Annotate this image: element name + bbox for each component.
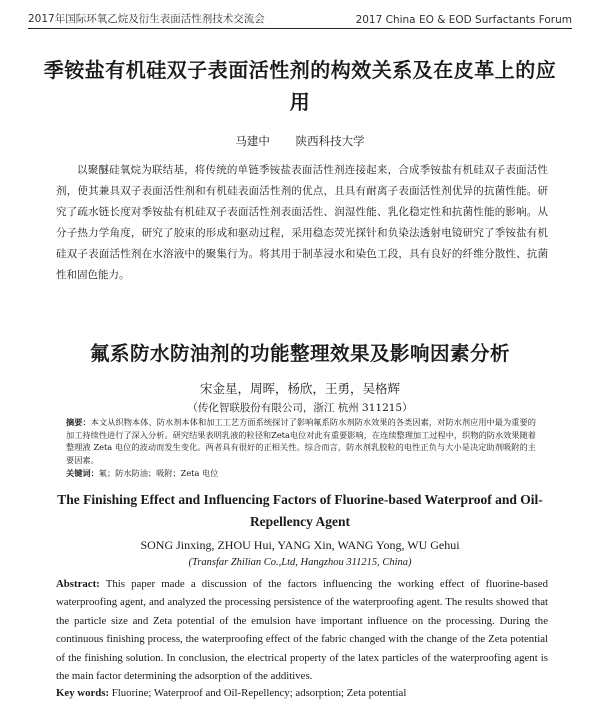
- paper2-abstract-label: 摘要：: [66, 417, 91, 427]
- english-keywords-label: Key words:: [56, 687, 110, 699]
- english-abstract-label: Abstract:: [56, 578, 100, 590]
- paper2-english-title: The Finishing Effect and Influencing Factors of Fluorine-based Waterproof and Oil-Repellency Agent: [57, 492, 543, 529]
- paper2-title: 氟系防水防油剂的功能整理效果及影响因素分析: [89, 342, 510, 365]
- running-header: [28, 4, 572, 29]
- header-left: 2017年国际环氧乙烷及衍生表面活性剂技术交流会: [28, 13, 265, 25]
- paper2-english-affiliation: (Transfar Zhilian Co.,Ltd, Hangzhou 311215, China): [188, 557, 412, 568]
- paper2-english-keywords: [56, 685, 548, 701]
- paper2-keywords: [66, 467, 536, 479]
- paper2-keywords-label: 关键词：: [66, 468, 99, 478]
- paper1-title: 季铵盐有机硅双子表面活性剂的构效关系及在皮革上的应用: [43, 58, 557, 114]
- paper2-keywords-text: 氟；防水防油；吸附；Zeta 电位: [98, 468, 219, 478]
- paper2-authors: 宋金星，周晖，杨欣，王勇，吴格辉: [199, 381, 400, 396]
- english-keywords-text: Fluorine; Waterproof and Oil-Repellency; adsorption; Zeta potential: [111, 687, 407, 699]
- english-abstract-text: This paper made a discussion of the factors influencing the working effect of fluorine-based waterproofing agent, and analyzed the processing persistence of the waterproofing agent. The results showed that the particle size and Zeta potential of the emulsion have important influence on the processing. During the continuous finishing process, the waterproofing effect of the fabric changed with the change of the Zeta potential of the finishing solution. In conclusion, the electrical property of the latex particles of the waterproofing agent is the main factor determining the adsorption of the additives.: [56, 578, 548, 683]
- paper2-abstract-text: 本文从织物本体、防水剂本体和加工工艺方面系统探讨了影响氟系防水剂防水效果的各类因素，对防水剂应用中最为重要的加工持续性进行了深入分析。研究结果表明乳液的粒径和Zeta电位对此有重要影响，在连续整理加工过程中，织物的防水效果随着整理液 Zeta 电位的波动而发生变化。两者具有很好的正相关性。综合而言，防水剂乳胶粒的电性正负与大小是决定助剂吸附的主要因素。: [66, 417, 536, 465]
- paper2-affiliation: （传化智联股份有限公司，浙江 杭州 311215）: [187, 402, 413, 414]
- paper1-affiliation: 陕西科技大学: [295, 134, 365, 148]
- paper2-english-abstract: [56, 575, 548, 685]
- paper1-abstract: 以聚醚硅氧烷为联结基，将传统的单链季铵盐表面活性剂连接起来，合成季铵盐有机硅双子表面活性剂，使其兼具双子表面活性剂和有机硅表面活性剂的优点，且具有耐离子表面活性剂优异的抗菌性能。研究了疏水链长度对季铵盐有机硅双子表面活性剂表面活性、润湿性能、乳化稳定性和抗菌性能的影响。从分子热力学角度，研究了胶束的形成和驱动过程，采用稳态荧光探针和负染法透射电镜研究了季铵盐有机硅双子表面活性剂在水溶液中的聚集行为。将其用于制革浸水和染色工段，具有良好的纤维分散性、抗菌性和固色能力。: [56, 164, 548, 281]
- paper2-english-authors: SONG Jinxing, ZHOU Hui, YANG Xin, WANG Yong, WU Gehui: [140, 538, 460, 552]
- paper1-byline: [0, 133, 600, 149]
- paper1-author: 马建中: [235, 134, 270, 148]
- header-right: 2017 China EO & EOD Surfactants Forum: [355, 14, 572, 26]
- paper2-abstract: [66, 416, 536, 466]
